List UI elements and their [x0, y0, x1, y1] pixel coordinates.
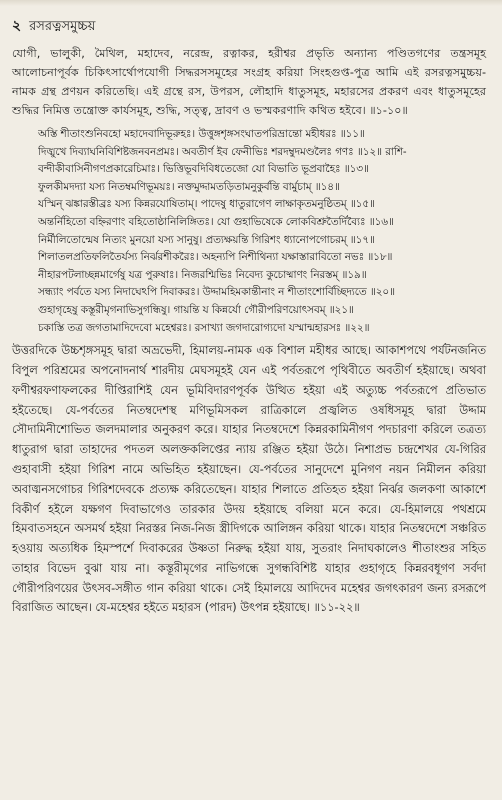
- page-edge-shadow: [0, 0, 502, 6]
- verse-line: যস্মিন্ ঝঙ্কারস্তীব্রঃ যস্য কিন্নরযোষিতাম্। পাদেষু ধাতুরাগেণ লাক্ষাকৃতমনুষ্ঠিতম্ ॥১৫॥: [38, 198, 375, 211]
- verse-line: বন্দীকীবাসিনীগণপ্রকারেচিমাঃ। ভিত্তিভূবদিবিধতেজো যো বিভাতি ভূপ্রবাহৈঃ ॥১৩॥: [38, 163, 369, 176]
- sanskrit-verses: [12, 126, 486, 337]
- verse-line: নীহারপটলাচ্ছন্নমার্গেষু যত্র পুরুষাঃ। নিজরশ্মিভিঃ নিবেদ্য কুচোষ্মাণং নিরস্তম্ ॥১৯॥: [38, 268, 367, 281]
- page-header: [12, 14, 486, 38]
- verse-line: দিঙ্মুখে দিব্যাঘনিবিশিষ্টজনবনপ্রমঃ। অবতীর্ণ ইব ফেনীভিঃ শরদম্বুদমণ্ডলৈঃ গণঃ ॥১২॥ রাশি-: [38, 145, 407, 158]
- verse-line: গুহাগৃহেষু কস্তূরীমৃগনাভিসুগন্ধিষু। গায়ন্তি য কিন্নর্যো গৌরীপরিণয়োৎসবম্ ॥২১॥: [38, 303, 354, 316]
- verse-line: নির্মীলিতোন্মেষ নিত্যং মুনয়ো যস্য সানুষু। প্রত্যক্ষয়ন্তি গিরিশং ধ্যানোপগোচরম্ ॥১৭॥: [38, 233, 375, 246]
- verse-line: চকাস্তি তত্র জগতামাদিদেবো মহেশ্বরঃ। রসাখ্যা জগদারোগ্যদো যস্মান্মহারসঃ ॥২২॥: [38, 321, 370, 334]
- intro-paragraph: যোগী, ভালুকী, মৈথিল, মহাদেব, নরেন্দ্র, রত্নাকর, হরীশ্বর প্রভৃতি অন্যান্য পণ্ডিতগণের তন্ত্রসমূহ আলোচনাপূর্বক চিকিৎসার্থোপযোগী সিদ্ধরসসমূহের সংগ্রহ করিয়া সিংহগুপ্ত-পুত্র আমি এই রসরত্নসমুচ্চয়-নামক গ্রন্থ প্রণয়ন করিতেছি। এই গ্রন্থে রস, উপরস, লৌহাদি ধাতুসমূহ, মহারসের প্রকরণ এবং ধাতুসমূহের শুদ্ধির নিমিত্ত তন্ত্রোক্ত কার্যসমূহ, শুদ্ধি, সত্ত্ব, দ্রাবণ ও ভস্মকরণাদি কথিত হইবে। ॥১-১০॥: [12, 47, 486, 117]
- verse-line: অন্তর্নিহিতো বহ্নিরণাং বহিতোষ্ঠানিলিঙ্গিতঃ। যো গুহাভিষেকে লোকবিশ্রুতৈর্দিব্যৈঃ ॥১৬॥: [38, 215, 394, 228]
- verse-line: শিলাতলপ্রতিফলিতৈর্যস্য নির্ঝরশীকরৈঃ। অহন্যপি নিশীথিন্যা যক্ষাস্তারাবিতো নভঃ ॥১৮॥: [38, 251, 393, 264]
- translation-paragraph: উত্তরদিকে উচ্চশৃঙ্গসমূহ দ্বারা অভ্রভেদী, হিমালয়-নামক এক বিশাল মহীধর আছে। আকাশপথে পর্যটনজনিত বিপুল পরিশ্রমের অপনোদনার্থ শারদীয় মেঘসমূহই যেন এই পর্বতরূপে পৃথিবীতে অবতীর্ণ হইয়াছে। অথবা ফণীশ্বরফণাফলকের দীপ্তিরাশিই যেন ভূমিবিদারণপূর্বক উত্থিত হইয়া এই অত্যুচ্চ পর্বতরূপে প্রতিভাত হইতেছে। যে-পর্বতের নিতম্বদেশস্থ মণিভূমিসকল রাত্রিকালে প্রজ্বলিত ওষধিসমূহ দ্বারা উদ্দাম সৌদামিনীশোভিত জলদমালার অনুকরণ করে। যাহার নিতম্বদেশে কিন্নরকামিনীগণ পদচারণা করিলে তত্রত্য ধাতুরাগ দ্বারা তাহাদের পদতল অলক্তকলিপ্তের ন্যায় রঞ্জিত হইয়া উঠে। নিশাপ্রভ চন্দ্রশেখর যে-গিরির গুহাবাসী হইয়া গিরিশ নামে অভিহিত হইয়াছেন। যে-পর্বতের সানুদেশে মুনিগণ নয়ন নিমীলন করিয়া অবাঙ্মনসগোচর গিরিশদেবকে প্রত্যক্ষ করিতেছেন। যাহার শিলাতে প্রতিহত হইয়া নির্ঝর জলকণা আকাশে বিকীর্ণ হইলে যক্ষগণ দিবাভাগেও তারকার উদয় হইয়াছে বলিয়া মনে করে। যে-হিমালয়ে পথশ্রমে হিমবাতসহনে অসমর্থ হইয়া নিরস্তর নিজ-নিজ স্ত্রীদিগকে আলিঙ্গন করিয়া থাকে। যাহার নিতম্বদেশে সঞ্চরিত হওয়ায় অত্যধিক হিমস্পর্শে দিবাকরের উষ্ণতা নিরুদ্ধ হইয়া যায়, সুতরাং নিদাঘকালেও শীতাংশুর সহিত তাহার বিভেদ বুঝা যায় না। কস্তূরীমৃগের নাভিগন্ধে সুগন্ধবিশিষ্ট যাহার গুহাগৃহে কিন্নরবধূগণ সর্বদা গৌরীপরিণয়ের উৎসব-সঙ্গীত গান করিয়া থাকে। সেই হিমালয়ে আদিদেব মহেশ্বর জগৎকারণ জন্য রসরূপে বিরাজিত আছেন। যে-মহেশ্বর হইতে মহারস (পারদ) উৎপন্ন হইয়াছে। ॥১১-২২॥: [12, 344, 487, 615]
- verse-line: ফুলকীমদদ্যা যস্য নিতম্বমণিভূময়ঃ। নক্তমুদ্দামতড়িতামনুকুর্বন্তি বার্মুচাম্ ॥১৪॥: [38, 180, 340, 193]
- page-number: ২: [12, 18, 22, 34]
- running-head: রসরত্নসমুচ্চয়: [29, 19, 96, 34]
- verse-line: সন্ধ্যাং পর্বতে যস্য নিদাঘেঽপি দিবাকরঃ। উদ্দামহিমকান্তীনাং ন শীতাংশোর্বিচ্ছিদ্যতে ॥২০॥: [38, 286, 395, 299]
- verse-line: অস্তি শীতাংশুনিবহো মহাদেবাদিভূরুহঃ। উত্তুঙ্গশৃঙ্গসংঘাতপরিভ্রান্তো মহীধরঃ ॥১১॥: [38, 128, 365, 140]
